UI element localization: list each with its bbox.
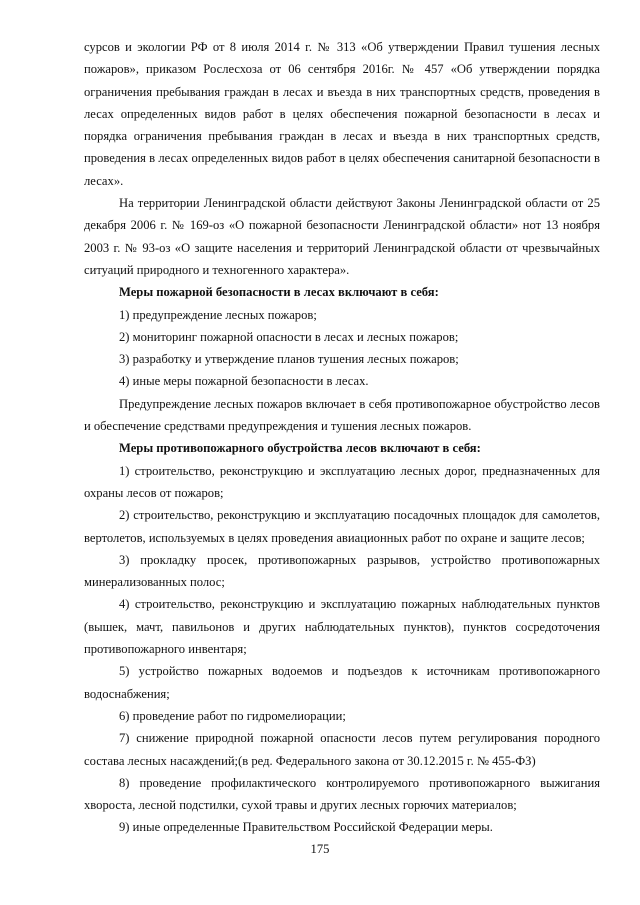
body-text: [84, 36, 600, 839]
paragraph: 4) иные меры пожарной безопасности в лесах.: [119, 374, 369, 389]
paragraph: Предупреждение лесных пожаров включает в себя противопожарное обустройство лесов и обеспечение средствами предупреждения и тушения лесных пожаров.: [84, 396, 600, 434]
section-heading: Меры противопожарного обустройства лесов включают в себя:: [119, 441, 481, 456]
paragraph: 6) проведение работ по гидромелиорации;: [119, 708, 346, 723]
paragraph: 9) иные определенные Правительством Российской Федерации меры.: [119, 820, 493, 835]
paragraph: 2) строительство, реконструкцию и эксплуатацию посадочных площадок для самолетов, вертолетов, используемых в целях проведения авиационных работ по охране и защите лесов;: [84, 508, 600, 545]
paragraph: 3) разработку и утверждение планов тушения лесных пожаров;: [119, 352, 459, 367]
paragraph: 4) строительство, реконструкцию и эксплуатацию пожарных наблюдательных пунктов (вышек, мачт, павильонов и других наблюдательных пунктов), пунктов сосредоточения противопожарного инвентаря;: [84, 597, 600, 657]
paragraph: На территории Ленинградской области действуют Законы Ленинградской области от 25 декабря 2006 г. № 169-оз «О пожарной безопасности Ленинградской области» нот 13 ноября 2003 г. № 93-оз «О защите населения и территорий Ленинградской области от чрезвычайных ситуаций природного и техногенного характера».: [84, 196, 600, 277]
paragraph: 1) предупреждение лесных пожаров;: [119, 307, 317, 322]
paragraph: 2) мониторинг пожарной опасности в лесах и лесных пожаров;: [119, 329, 459, 344]
section-heading: Меры пожарной безопасности в лесах включают в себя:: [119, 285, 439, 300]
paragraph: 8) проведение профилактического контролируемого противопожарного выжигания хвороста, лесной подстилки, сухой травы и других лесных горючих материалов;: [84, 775, 600, 813]
page-number: 175: [310, 842, 330, 856]
paragraph: сурсов и экологии РФ от 8 июля 2014 г. № 313 «Об утверждении Правил тушения лесных пожаров», приказом Рослесхоза от 06 сентября 2016г. № 457 «Об утверждении порядка ограничения пребывания граждан в лесах и въезда в них транспортных средств, проведения в лесах определенных видов работ в целях обеспечения пожарной безопасности в лесах и порядка ограничения пребывания граждан в лесах и въезда в них транспортных средств, проведения в лесах определенных видов работ в целях обеспечения санитарной безопасности в лесах».: [84, 40, 600, 188]
paragraph: 7) снижение природной пожарной опасности лесов путем регулирования породного состава лесных насаждений;(в ред. Федерального закона от 30.12.2015 г. № 455-ФЗ): [84, 731, 600, 768]
paragraph: 3) прокладку просек, противопожарных разрывов, устройство противопожарных минерализованных полос;: [84, 552, 600, 590]
paragraph: 1) строительство, реконструкцию и эксплуатацию лесных дорог, предназначенных для охраны лесов от пожаров;: [84, 463, 600, 500]
paragraph: 5) устройство пожарных водоемов и подъездов к источникам противопожарного водоснабжения;: [84, 664, 600, 701]
